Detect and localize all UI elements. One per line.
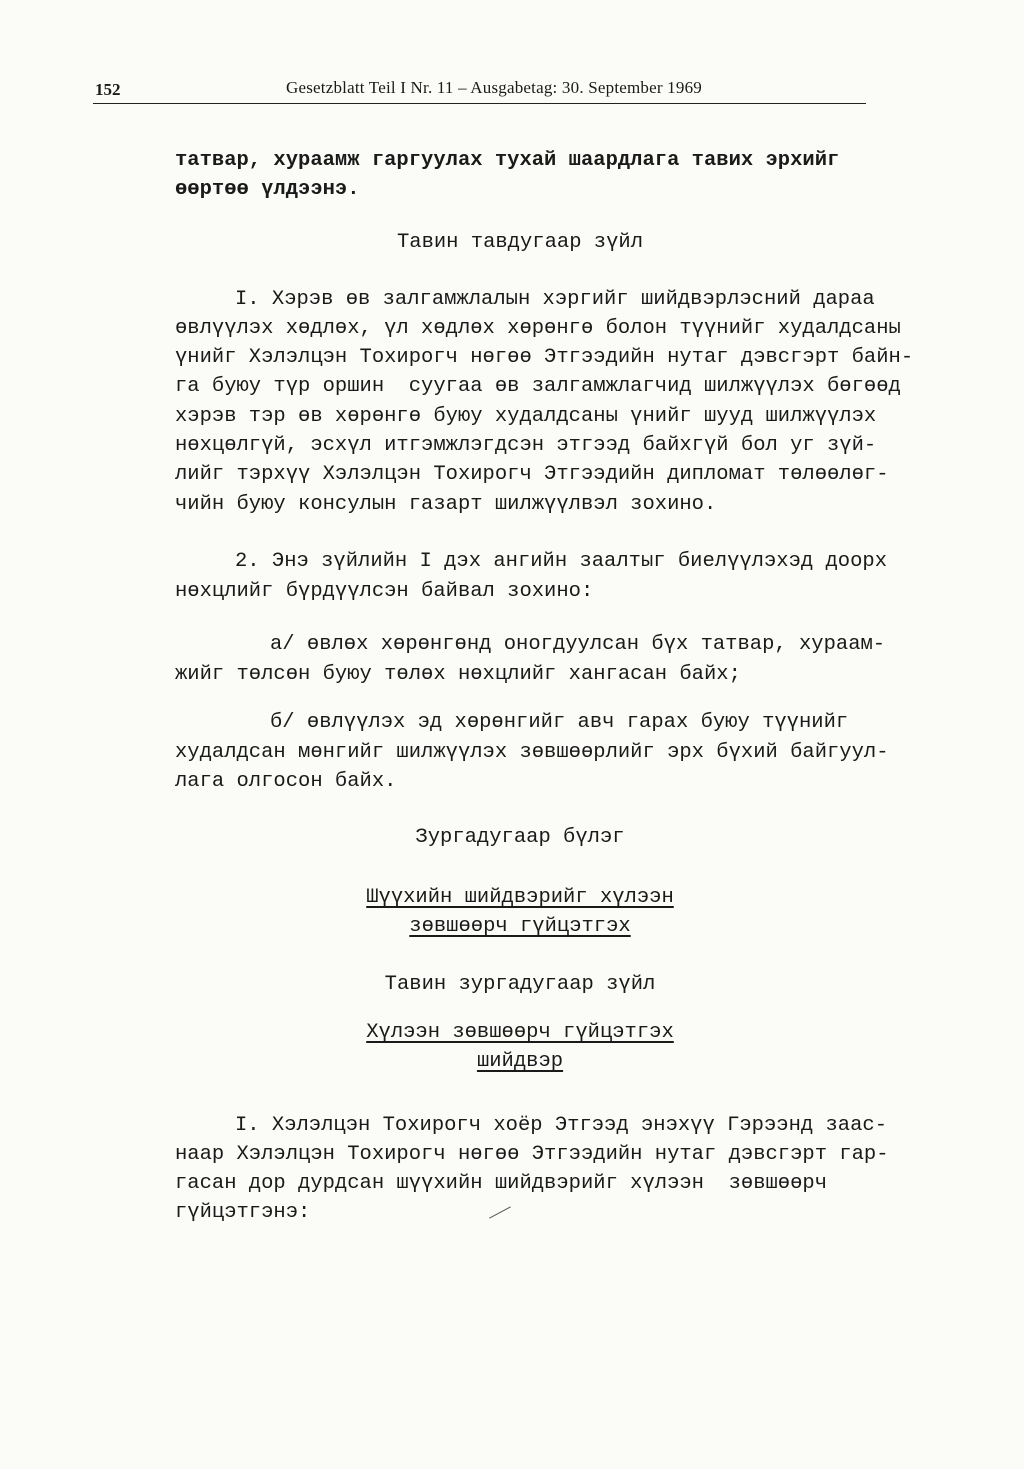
article-56-para1-line: гасан дор дурдсан шүүхийн шийдвэрийг хүлээн зөвшөөрч bbox=[175, 1172, 828, 1195]
item-a-line: а/ өвлөх хөрөнгөнд оногдуулсан бүх татвар, хураам- bbox=[270, 633, 886, 656]
header-rule bbox=[93, 103, 866, 104]
article-55-para1-line: өвлүүлэх хөдлөх, үл хөдлөх хөрөнгө болон түүнийг худалдсаны bbox=[175, 317, 901, 340]
chapter-6-title-line2: зөвшөөрч гүйцэтгэх bbox=[409, 915, 631, 938]
article-56-para1-line: гүйцэтгэнэ: bbox=[175, 1201, 311, 1224]
item-a-line: жийг төлсөн буюу төлөх нөхцлийг хангасан байх; bbox=[175, 663, 741, 686]
continuation-line: өөртөө үлдээнэ. bbox=[175, 178, 360, 201]
article-55-para1-line: хэрэв тэр өв хөрөнгө буюу худалдсаны үнийг шууд шилжүүлэх bbox=[175, 405, 877, 428]
page-header bbox=[0, 76, 1024, 104]
running-head: Gesetzblatt Teil I Nr. 11 – Ausgabetag: 30. September 1969 bbox=[286, 78, 702, 97]
article-55-para1-line: га буюу түр оршин суугаа өв залгамжлагчид шилжүүлэх бөгөөд bbox=[175, 375, 901, 398]
article-55-para1-line: үнийг Хэлэлцэн Тохирогч нөгөө Этгээдийн нутаг дэвсгэрт байн- bbox=[175, 346, 914, 369]
article-55-para2-line: нөхцлийг бүрдүүлсэн байвал зохино: bbox=[175, 580, 594, 603]
article-56-para1-line: наар Хэлэлцэн Тохирогч нөгөө Этгээдийн нутаг дэвсгэрт гар- bbox=[175, 1143, 889, 1166]
article-55-para1-line: лийг тэрхүү Хэлэлцэн Тохирогч Этгээдийн дипломат төлөөлөг- bbox=[175, 463, 889, 486]
article-56-title-line2: шийдвэр bbox=[476, 1050, 564, 1073]
page-number: 152 bbox=[95, 80, 121, 99]
continuation-line: татвар, хураамж гаргуулах тухай шаардлага тавих эрхийг bbox=[175, 149, 840, 172]
article-56-heading: Тавин зургадугаар зүйл bbox=[384, 973, 656, 996]
article-55-para1-line: I. Хэрэв өв залгамжлалын хэргийг шийдвэрлэсний дараа bbox=[235, 288, 875, 311]
item-b-line: лага олгосон байх. bbox=[175, 770, 397, 793]
chapter-6-heading: Зургадугаар бүлэг bbox=[415, 826, 625, 849]
pen-mark bbox=[489, 1206, 511, 1218]
article-56-para1-line: I. Хэлэлцэн Тохирогч хоёр Этгээд энэхүү Гэрээнд заас- bbox=[235, 1114, 888, 1137]
item-b-line: худалдсан мөнгийг шилжүүлэх зөвшөөрлийг эрх бүхий байгуул- bbox=[175, 741, 889, 764]
article-55-para1-line: нөхцөлгүй, эсхүл итгэмжлэгдсэн этгээд байхгүй бол уг зүй- bbox=[175, 434, 877, 457]
item-b-line: б/ өвлүүлэх эд хөрөнгийг авч гарах буюу түүнийг bbox=[270, 711, 849, 734]
article-55-para2-line: 2. Энэ зүйлийн I дэх ангийн заалтыг биелүүлэхэд доорх bbox=[235, 550, 888, 573]
article-55-para1-line: чийн буюу консулын газарт шилжүүлвэл зохино. bbox=[175, 493, 717, 516]
article-56-title-line1: Хүлээн зөвшөөрч гүйцэтгэх bbox=[366, 1021, 674, 1044]
chapter-6-title-line1: Шүүхийн шийдвэрийг хүлээн bbox=[366, 886, 674, 909]
article-55-heading: Тавин тавдугаар зүйл bbox=[396, 231, 644, 254]
